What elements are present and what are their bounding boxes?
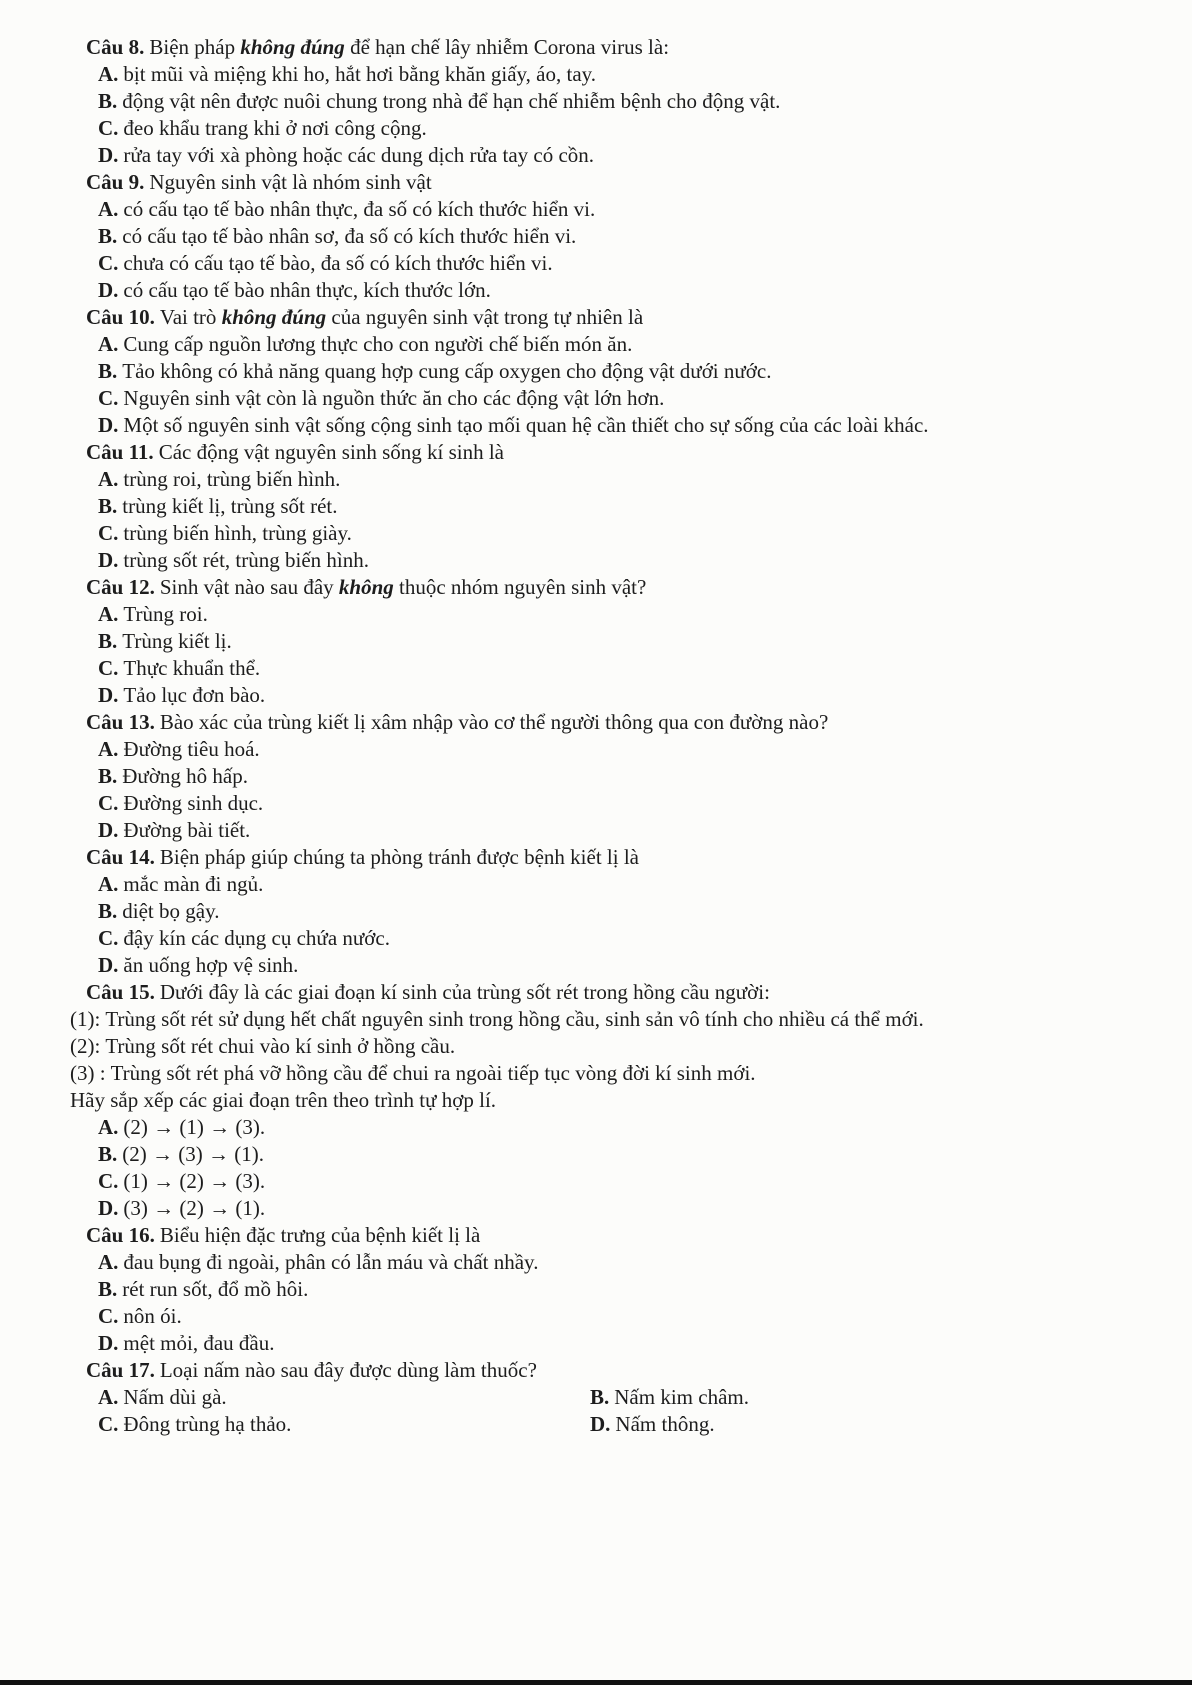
stage-key: (2):	[70, 1034, 101, 1058]
option-text: trùng kiết lị, trùng sốt rét.	[122, 494, 338, 518]
option-text: Tảo không có khả năng quang hợp cung cấp oxygen cho động vật dưới nước.	[122, 359, 772, 383]
question-text: Sinh vật nào sau đây	[159, 575, 339, 599]
question-text: để hạn chế lây nhiễm Corona virus là:	[344, 35, 670, 59]
question-8-option-d	[0, 142, 1192, 169]
question-15-option-a	[0, 1114, 1192, 1141]
question-11-option-c	[0, 520, 1192, 547]
question-text: Vai trò	[159, 305, 222, 329]
option-key: D.	[98, 278, 119, 302]
option-text: Đông trùng hạ thảo.	[123, 1412, 292, 1436]
question-9-option-c	[0, 250, 1192, 277]
option-key: B.	[98, 764, 118, 788]
option-text: có cấu tạo tế bào nhân thực, kích thước lớn.	[123, 278, 491, 302]
exam-page	[0, 34, 1192, 1438]
option-text: chưa có cấu tạo tế bào, đa số có kích thước hiển vi.	[123, 251, 553, 275]
question-16-option-a	[0, 1249, 1192, 1276]
option-text: trùng sốt rét, trùng biến hình.	[123, 548, 369, 572]
question-17-options-row-1	[0, 1384, 1192, 1411]
option-key: C.	[98, 926, 119, 950]
question-9-option-d	[0, 277, 1192, 304]
question-13-option-c	[0, 790, 1192, 817]
question-14-option-c	[0, 925, 1192, 952]
question-text: Biểu hiện đặc trưng của bệnh kiết lị là	[159, 1223, 481, 1247]
option-text: rét run sốt, đổ mồ hôi.	[122, 1277, 309, 1301]
question-15-stage-1	[0, 1006, 1192, 1033]
stage-key: (3) :	[70, 1061, 106, 1085]
question-10-option-a	[0, 331, 1192, 358]
question-17-option-d	[590, 1411, 715, 1438]
question-17-stem	[0, 1357, 1192, 1384]
question-11-option-b	[0, 493, 1192, 520]
option-text: bịt mũi và miệng khi ho, hắt hơi bằng khăn giấy, áo, tay.	[123, 62, 597, 86]
option-key: D.	[98, 953, 119, 977]
option-text: diệt bọ gậy.	[122, 899, 220, 923]
question-number: Câu 15.	[86, 980, 155, 1004]
question-text: thuộc nhóm nguyên sinh vật?	[393, 575, 647, 599]
question-number: Câu 16.	[86, 1223, 155, 1247]
option-text: Cung cấp nguồn lương thực cho con người chế biến món ăn.	[123, 332, 633, 356]
question-16-option-b	[0, 1276, 1192, 1303]
option-text: trùng biến hình, trùng giày.	[123, 521, 352, 545]
option-key: C.	[98, 1412, 119, 1436]
question-17-options-row-2	[0, 1411, 1192, 1438]
option-text: đeo khẩu trang khi ở nơi công cộng.	[123, 116, 427, 140]
option-key: A.	[98, 197, 119, 221]
option-text: Trùng kiết lị.	[122, 629, 232, 653]
question-13-option-b	[0, 763, 1192, 790]
question-text: Bào xác của trùng kiết lị xâm nhập vào cơ thể người thông qua con đường nào?	[159, 710, 829, 734]
option-key: D.	[98, 818, 119, 842]
question-17-option-a	[98, 1384, 590, 1411]
question-8-option-a	[0, 61, 1192, 88]
option-text: có cấu tạo tế bào nhân sơ, đa số có kích thước hiển vi.	[122, 224, 577, 248]
question-15-option-d	[0, 1195, 1192, 1222]
option-key: D.	[98, 1331, 119, 1355]
question-9-option-b	[0, 223, 1192, 250]
option-key: B.	[98, 224, 118, 248]
option-key: C.	[98, 386, 119, 410]
question-16-option-d	[0, 1330, 1192, 1357]
question-12-option-c	[0, 655, 1192, 682]
option-text: (2) → (1) → (3).	[123, 1115, 266, 1139]
question-13-option-d	[0, 817, 1192, 844]
option-key: A.	[98, 737, 119, 761]
question-10-option-b	[0, 358, 1192, 385]
stage-key: (1):	[70, 1007, 101, 1031]
question-10-option-c	[0, 385, 1192, 412]
question-15-option-c	[0, 1168, 1192, 1195]
option-text: mắc màn đi ngủ.	[123, 872, 264, 896]
option-key: A.	[98, 602, 119, 626]
question-text: Nguyên sinh vật là nhóm sinh vật	[149, 170, 432, 194]
question-15-stage-3	[0, 1060, 1192, 1087]
question-number: Câu 14.	[86, 845, 155, 869]
question-10-option-d	[0, 412, 1192, 439]
option-key: A.	[98, 1115, 119, 1139]
question-emphasis: không đúng	[221, 305, 327, 329]
option-key: D.	[98, 683, 119, 707]
question-text: Biện pháp giúp chúng ta phòng tránh được bệnh kiết lị là	[159, 845, 639, 869]
option-text: Đường tiêu hoá.	[123, 737, 260, 761]
option-key: D.	[98, 548, 119, 572]
question-17-option-c	[98, 1411, 590, 1438]
option-key: C.	[98, 1304, 119, 1328]
question-emphasis: không đúng	[240, 35, 345, 59]
question-13-option-a	[0, 736, 1192, 763]
question-14-option-a	[0, 871, 1192, 898]
question-text: Dưới đây là các giai đoạn kí sinh của trùng sốt rét trong hồng cầu người:	[159, 980, 770, 1004]
question-14-option-d	[0, 952, 1192, 979]
question-text: Biện pháp	[149, 35, 241, 59]
question-15-stage-2	[0, 1033, 1192, 1060]
option-text: đậy kín các dụng cụ chứa nước.	[123, 926, 390, 950]
question-12-option-a	[0, 601, 1192, 628]
question-8-option-c	[0, 115, 1192, 142]
question-16-option-c	[0, 1303, 1192, 1330]
question-9-option-a	[0, 196, 1192, 223]
question-14-option-b	[0, 898, 1192, 925]
option-key: C.	[98, 251, 119, 275]
option-text: Nấm dùi gà.	[123, 1385, 227, 1409]
option-text: đau bụng đi ngoài, phân có lẫn máu và chất nhầy.	[123, 1250, 539, 1274]
question-number: Câu 9.	[86, 170, 145, 194]
option-text: động vật nên được nuôi chung trong nhà để hạn chế nhiễm bệnh cho động vật.	[122, 89, 781, 113]
option-text: (2) → (3) → (1).	[122, 1142, 264, 1166]
stage-text: Trùng sốt rét sử dụng hết chất nguyên sinh trong hồng cầu, sinh sản vô tính cho nhiều cá thể mới.	[105, 1007, 924, 1031]
option-text: mệt mỏi, đau đầu.	[123, 1331, 275, 1355]
question-12-option-d	[0, 682, 1192, 709]
option-key: A.	[98, 872, 119, 896]
question-15-option-b	[0, 1141, 1192, 1168]
option-text: Thực khuẩn thể.	[123, 656, 261, 680]
question-text: Loại nấm nào sau đây được dùng làm thuốc?	[159, 1358, 537, 1382]
question-number: Câu 10.	[86, 305, 155, 329]
option-text: (3) → (2) → (1).	[123, 1196, 266, 1220]
option-text: Tảo lục đơn bào.	[123, 683, 266, 707]
question-11-stem	[0, 439, 1192, 466]
option-text: Đường sinh dục.	[123, 791, 264, 815]
option-text: Nấm thông.	[615, 1412, 715, 1436]
option-key: C.	[98, 791, 119, 815]
option-text: (1) → (2) → (3).	[123, 1169, 266, 1193]
option-key: B.	[590, 1385, 610, 1409]
option-key: A.	[98, 62, 119, 86]
option-text: nôn ói.	[123, 1304, 182, 1328]
question-8-option-b	[0, 88, 1192, 115]
option-key: B.	[98, 494, 118, 518]
option-key: B.	[98, 359, 118, 383]
option-text: Nguyên sinh vật còn là nguồn thức ăn cho các động vật lớn hơn.	[123, 386, 665, 410]
option-key: D.	[98, 143, 119, 167]
question-8-stem	[0, 34, 1192, 61]
option-text: Đường hô hấp.	[122, 764, 248, 788]
question-17-option-b	[590, 1384, 749, 1411]
option-key: B.	[98, 629, 118, 653]
option-key: D.	[590, 1412, 611, 1436]
option-key: C.	[98, 521, 119, 545]
question-text: của nguyên sinh vật trong tự nhiên là	[326, 305, 644, 329]
option-key: A.	[98, 332, 119, 356]
option-text: Nấm kim châm.	[614, 1385, 749, 1409]
question-9-stem	[0, 169, 1192, 196]
option-key: A.	[98, 467, 119, 491]
option-key: C.	[98, 656, 119, 680]
option-key: A.	[98, 1250, 119, 1274]
option-key: C.	[98, 1169, 119, 1193]
question-emphasis: không	[338, 575, 394, 599]
option-key: C.	[98, 116, 119, 140]
question-number: Câu 12.	[86, 575, 155, 599]
question-16-stem	[0, 1222, 1192, 1249]
question-text: Các động vật nguyên sinh sống kí sinh là	[158, 440, 504, 464]
option-text: Đường bài tiết.	[123, 818, 251, 842]
question-number: Câu 8.	[86, 35, 145, 59]
question-14-stem	[0, 844, 1192, 871]
question-15-instruction: Hãy sắp xếp các giai đoạn trên theo trình tự hợp lí.	[70, 1088, 497, 1112]
option-key: D.	[98, 1196, 119, 1220]
option-text: rửa tay với xà phòng hoặc các dung dịch rửa tay có cồn.	[123, 143, 595, 167]
question-15-stem	[0, 979, 1192, 1006]
option-text: Một số nguyên sinh vật sống cộng sinh tạo mối quan hệ cần thiết cho sự sống của các loài khác.	[123, 413, 929, 437]
option-key: B.	[98, 1142, 118, 1166]
scan-edge	[0, 1680, 1192, 1685]
question-10-stem	[0, 304, 1192, 331]
stage-text: Trùng sốt rét phá vỡ hồng cầu để chui ra ngoài tiếp tục vòng đời kí sinh mới.	[110, 1061, 756, 1085]
question-number: Câu 17.	[86, 1358, 155, 1382]
option-text: trùng roi, trùng biến hình.	[123, 467, 341, 491]
question-13-stem	[0, 709, 1192, 736]
option-key: B.	[98, 899, 118, 923]
option-key: B.	[98, 1277, 118, 1301]
question-number: Câu 13.	[86, 710, 155, 734]
question-12-stem	[0, 574, 1192, 601]
option-key: A.	[98, 1385, 119, 1409]
option-text: Trùng roi.	[123, 602, 208, 626]
option-text: ăn uống hợp vệ sinh.	[123, 953, 299, 977]
question-11-option-d	[0, 547, 1192, 574]
stage-text: Trùng sốt rét chui vào kí sinh ở hồng cầu.	[105, 1034, 456, 1058]
question-number: Câu 11.	[86, 440, 154, 464]
question-12-option-b	[0, 628, 1192, 655]
option-key: D.	[98, 413, 119, 437]
option-text: có cấu tạo tế bào nhân thực, đa số có kích thước hiển vi.	[123, 197, 596, 221]
question-11-option-a	[0, 466, 1192, 493]
option-key: B.	[98, 89, 118, 113]
